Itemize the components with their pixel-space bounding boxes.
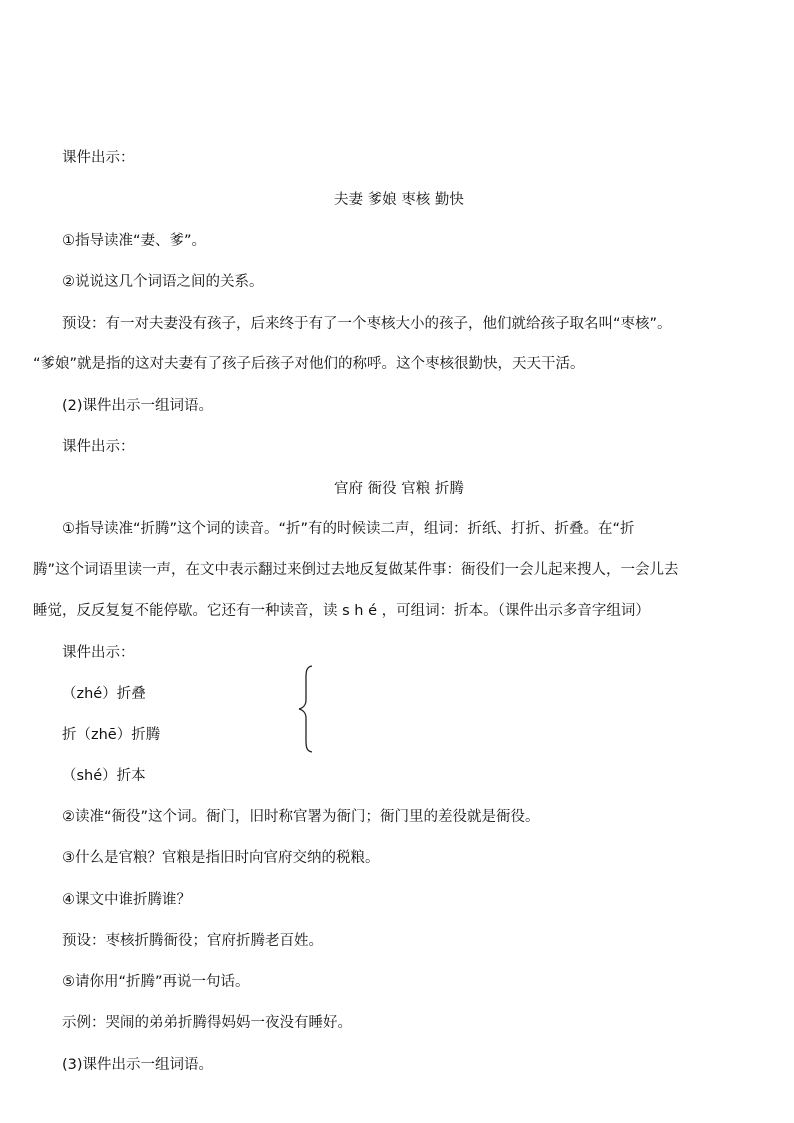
example-sentence: 示例：哭闹的弟弟折腾得妈妈一夜没有睡好。	[62, 1015, 352, 1031]
polyphone-item-1: （zhé）折叠	[62, 686, 146, 702]
preset-paragraph-line-1: 预设：有一对夫妻没有孩子，后来终于有了一个枣核大小的孩子，他们就给孩子取名叫“枣核”。	[62, 316, 672, 332]
preset-paragraph-line-2: “爹娘”就是指的这对夫妻有了孩子后孩子对他们的称呼。这个枣核很勤快，天天干活。	[33, 356, 585, 372]
polyphone-item-2: 折（zhē）折腾	[62, 727, 161, 743]
word-group-1: 夫妻 爹娘 枣核 勤快	[334, 192, 464, 208]
preset-answer: 预设：枣核折腾衙役；官府折腾老百姓。	[62, 933, 323, 949]
section-3-heading: (3)课件出示一组词语。	[62, 1057, 214, 1073]
step-4: ③什么是官粮？官粮是指旧时向官府交纳的税粮。	[62, 850, 380, 866]
step-6: ⑤请你用“折腾”再说一句话。	[62, 974, 250, 990]
step-5: ④课文中谁折腾谁？	[62, 892, 191, 908]
word-group-2: 官府 衙役 官粮 折腾	[334, 481, 464, 497]
step-1: ①指导读准“妻、爹”。	[62, 233, 207, 249]
curly-brace	[296, 664, 318, 754]
courseware-label-1: 课件出示：	[62, 150, 135, 166]
explanation-line-3: 睡觉，反反复复不能停歇。它还有一种读音，读 s h é ，可组词：折本。（课件出示多音字组词）	[33, 603, 650, 619]
step-3: ②读准“衙役”这个词。衙门，旧时称官署为衙门；衙门里的差役就是衙役。	[62, 809, 540, 825]
step-2: ②说说这几个词语之间的关系。	[62, 274, 264, 290]
explanation-line-2: 腾”这个词语里读一声，在文中表示翻过来倒过去地反复做某件事：衙役们一会儿起来搜人，一会儿去	[33, 562, 679, 578]
polyphone-item-3: （shé）折本	[62, 768, 146, 784]
courseware-label-3: 课件出示：	[62, 645, 135, 661]
section-2-heading: (2)课件出示一组词语。	[62, 398, 214, 414]
courseware-label-2: 课件出示：	[62, 439, 135, 455]
explanation-line-1: ①指导读准“折腾”这个词的读音。“折”有的时候读二声，组词：折纸、打折、折叠。在“折	[62, 521, 635, 537]
